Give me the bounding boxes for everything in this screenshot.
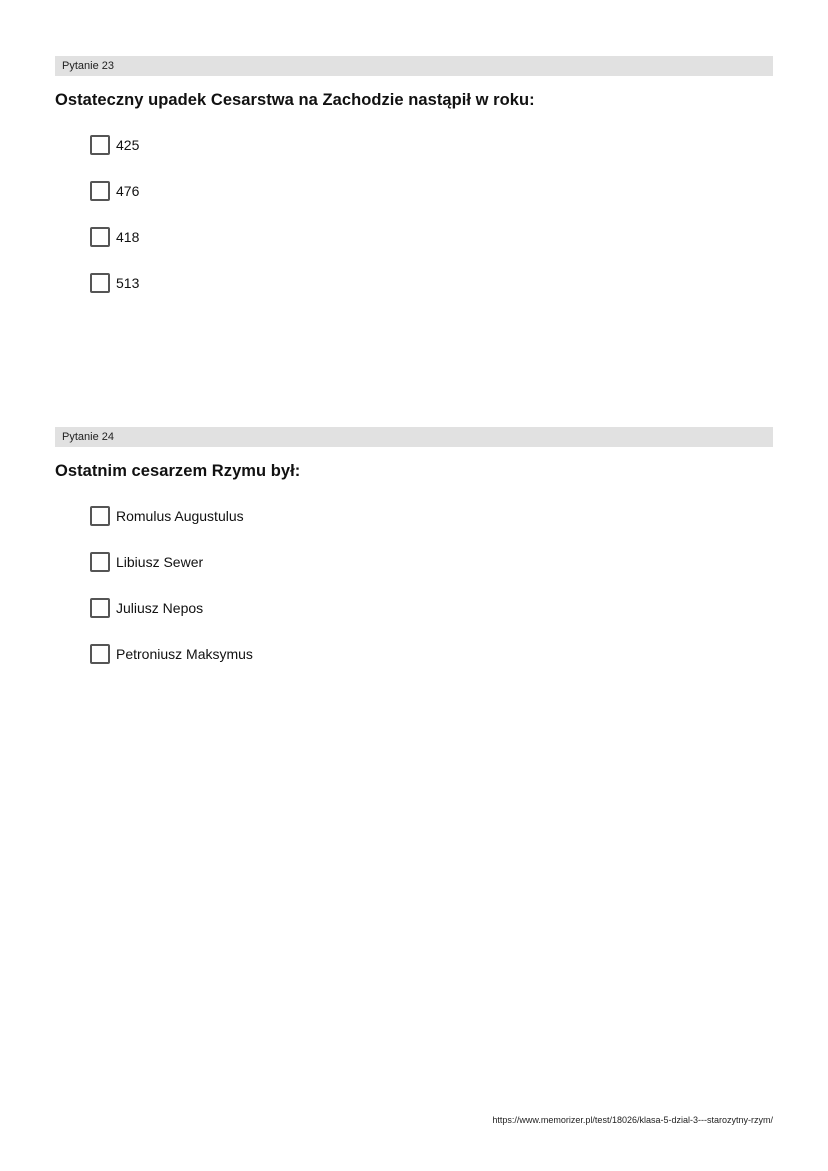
question-text: Ostateczny upadek Cesarstwa na Zachodzie nastąpił w roku: (55, 91, 535, 109)
checkbox[interactable] (90, 552, 110, 572)
question-block (55, 427, 773, 689)
question-number-header: Pytanie 23 (55, 56, 773, 76)
answer-option[interactable] (90, 551, 773, 573)
answer-options-list (90, 134, 773, 294)
answer-option-label: Romulus Augustulus (116, 508, 244, 524)
answer-option-label: 418 (116, 229, 140, 245)
question-block (55, 56, 773, 318)
question-text: Ostatnim cesarzem Rzymu był: (55, 462, 301, 480)
answer-option-label: Juliusz Nepos (116, 600, 204, 616)
checkbox[interactable] (90, 598, 110, 618)
answer-option[interactable] (90, 643, 773, 665)
checkbox[interactable] (90, 644, 110, 664)
answer-option[interactable] (90, 180, 773, 202)
footer-url: https://www.memorizer.pl/test/18026/klasa-5-dzial-3---starozytny-rzym/ (492, 1115, 773, 1125)
checkbox[interactable] (90, 135, 110, 155)
answer-option-label: 513 (116, 275, 140, 291)
answer-option[interactable] (90, 597, 773, 619)
checkbox[interactable] (90, 181, 110, 201)
checkbox[interactable] (90, 506, 110, 526)
answer-option-label: Petroniusz Maksymus (116, 646, 253, 662)
answer-options-list (90, 505, 773, 665)
answer-option-label: Libiusz Sewer (116, 554, 204, 570)
answer-option[interactable] (90, 226, 773, 248)
answer-option-label: 476 (116, 183, 140, 199)
answer-option-label: 425 (116, 137, 140, 153)
answer-option[interactable] (90, 134, 773, 156)
question-number-header: Pytanie 24 (55, 427, 773, 447)
answer-option[interactable] (90, 272, 773, 294)
checkbox[interactable] (90, 273, 110, 293)
answer-option[interactable] (90, 505, 773, 527)
checkbox[interactable] (90, 227, 110, 247)
